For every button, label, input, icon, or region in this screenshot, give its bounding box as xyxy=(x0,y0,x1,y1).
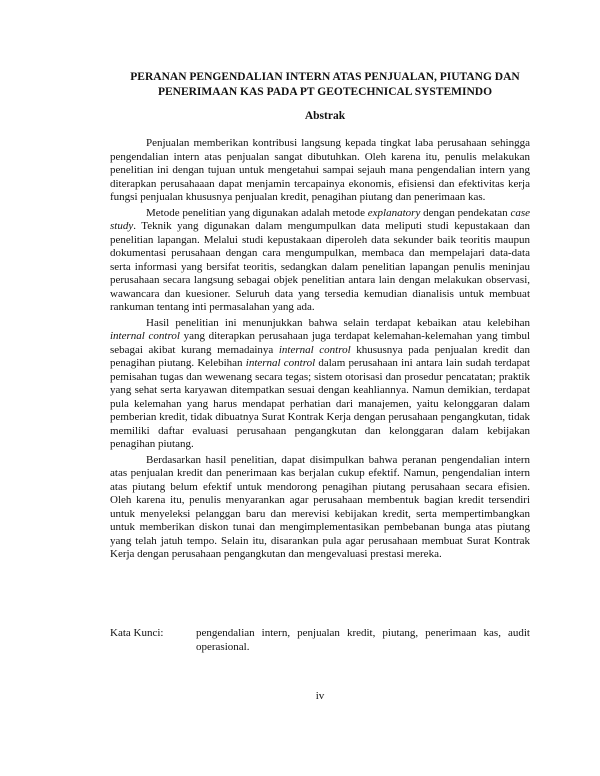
paragraph-3 xyxy=(110,317,530,452)
page-number: iv xyxy=(315,690,325,702)
paragraph-4 xyxy=(110,454,530,562)
document-title xyxy=(110,70,540,100)
italic-term: internal control xyxy=(278,343,351,356)
paragraph-3-text-d: dalam perusahaan ini antara lain sudah terdapat pemisahan tugas dan wewenang secara tegas; sistem otorisasi dan prosedur pencatatan; praktik yang sehat serta karyawan ditempatkan sesuai dengan keahliannya. Namun demikian, terdapat pula kelemahan yang harus mendapat perhatian dari manajemen, yaitu kelonggaran dalam pemberian kredit, tidak dibuatnya Surat Kontrak Kerja dengan perusahaan pengangkutan, tidak memiliki daftar evaluasi perusahaan pengangkutan dan kelonggaran dalam kebijakan penagihan piutang. xyxy=(110,357,530,450)
title-line-1: PERANAN PENGENDALIAN INTERN ATAS PENJUALAN, PIUTANG DAN xyxy=(130,71,520,83)
italic-term: case study xyxy=(110,206,530,232)
paragraph-2 xyxy=(110,207,530,315)
italic-term: internal control xyxy=(245,357,316,369)
paragraph-2-text-c: . Teknik yang digunakan dalam mengumpulkan data meliputi studi kepustakaan dan penelitian lapangan. Melalui studi kepustakaan diperoleh data sekunder baik teoritis maupun dokumentasi perusahaan dengan cara mengumpulkan, membaca dan mempelajari data-data serta informasi yang bersifat teoritis, sedangkan dalam penelitian lapangan penulis meninjau perusahaan secara langsung sebagai objek penelitian antara lain dengan melakukan observasi, wawancara dan kuesioner. Seluruh data yang tersedia kemudian dianalisis untuk membuat rankuman tentang inti permasalahan yang ada. xyxy=(110,220,530,313)
paragraph-3-text-b: yang diterapkan perusahaan juga terdapat kelemahan-kelemahan yang timbul sebagai akibat kurang memadainya xyxy=(110,330,530,356)
title-line-2: PENERIMAAN KAS PADA PT GEOTECHNICAL SYSTEMINDO xyxy=(157,86,493,98)
italic-term: explanatory xyxy=(367,206,421,219)
paragraph-3-text-a: Hasil penelitian ini menunjukkan bahwa selain terdapat kebaikan atau kelebihan xyxy=(146,316,530,329)
keywords-block xyxy=(110,626,530,654)
abstract-body xyxy=(110,137,530,564)
keywords-label: Kata Kunci: xyxy=(110,627,164,639)
keywords-values: pengendalian intern, penjualan kredit, piutang, penerimaan kas, audit operasional. xyxy=(196,627,530,653)
paragraph-2-text-b: dengan pendekatan xyxy=(420,206,511,219)
abstract-heading: Abstrak xyxy=(304,110,346,122)
paragraph-1-text: Penjualan memberikan kontribusi langsung kepada tingkat laba perusahaan sehingga pengendalian intern atas penjualan sangat dibutuhkan. Oleh karena itu, penulis melakukan penelitian ini dengan tujuan untuk mengetahui sampai sejauh mana pengendalian intern yang diterapkan perusahaaan dapat menjamin tercapainya ekonomis, efisiensi dan efektivitas kerja fungsi penjualan khususnya penjualan kredit, penagihan piutang dan penerimaan kas. xyxy=(110,137,530,203)
paragraph-3-text-c: khususnya pada penjualan kredit dan penagihan piutang. Kelebihan xyxy=(110,343,531,369)
paragraph-2-text-a: Metode penelitian yang digunakan adalah metode xyxy=(146,206,368,219)
paragraph-4-text: Berdasarkan hasil penelitian, dapat disimpulkan bahwa peranan pengendalian intern atas penjualan kredit dan penerimaan kas berjalan cukup efektif. Namun, pengendalian intern atas piutang belum efektif untuk mendorong penagihan piutang perusahaan secara efisien. Oleh karena itu, penulis menyarankan agar perusahaan membentuk bagian kredit tersendiri untuk menyeleksi pelanggan baru dan merevisi kebijakan kredit, serta mempertimbangkan untuk memberikan diskon tunai dan mengimplementasikan pembebanan bunga atas piutang yang telah jatuh tempo. Selain itu, disarankan pula agar perusahaan membuat Surat Kontrak Kerja dengan perusahaan pengangkutan dan mengevaluasi prestasi mereka. xyxy=(110,453,530,560)
italic-term: internal control xyxy=(110,330,180,342)
paragraph-1 xyxy=(110,137,530,205)
